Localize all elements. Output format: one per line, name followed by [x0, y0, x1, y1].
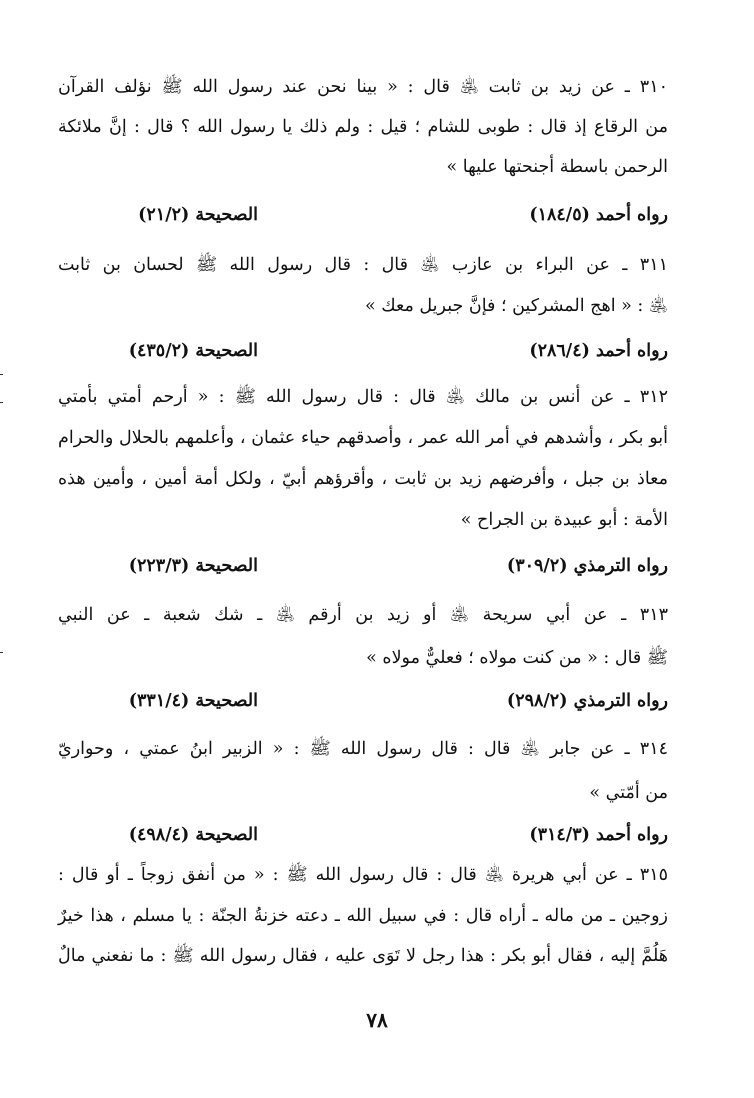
- margin-mark: [0, 402, 3, 403]
- sahiha-reference: الصحيحة (٤٣٥/٢): [128, 341, 258, 361]
- source-reference: رواه أحمد (١٨٤/٥): [529, 205, 668, 225]
- source-reference: رواه أحمد (٣١٤/٣): [529, 825, 668, 845]
- sahiha-reference: الصحيحة (٢٢٣/٣): [128, 556, 258, 576]
- hadith-312-line-3: معاذ بن جبل ، وأفرضهم زيد بن ثابت ، وأقرؤهم أبيّ ، ولكل أمة أمين ، وأمين هذه: [58, 469, 668, 489]
- sahiha-reference: الصحيحة (٣٣١/٤): [128, 691, 258, 711]
- margin-mark: [0, 652, 3, 653]
- hadith-311-line-1: ٣١١ ـ عن البراء بن عازب ﵁ قال : قال رسول الله ﷺ لحسان بن ثابت: [58, 255, 668, 275]
- sahiha-reference: الصحيحة (٤٩٨/٤): [128, 825, 258, 845]
- hadith-315-line-2: زوجين ـ من ماله ـ أراه قال : في سبيل الله ـ دعته خزنةُ الجنّة : يا مسلم ، هذا خيرٌ: [58, 906, 668, 926]
- hadith-312-citation: [58, 551, 668, 581]
- hadith-315-line-3: هَلُمَّ إليه ، فقال أبو بكر : هذا رجل لا تَوَى عليه ، فقال رسول الله ﷺ : ما نفعني مالٌ: [58, 946, 668, 966]
- hadith-311-line-2: ﵁ : « اهج المشركين ؛ فإنَّ جبريل معك »: [365, 296, 668, 316]
- hadith-313-line-1: ٣١٣ ـ عن أبي سريحة ﵁ أو زيد بن أرقم ﵁ ـ شك شعبة ـ عن النبي: [58, 605, 668, 625]
- source-reference: رواه أحمد (٢٨٦/٤): [529, 341, 668, 361]
- sahiha-reference: الصحيحة (٢١/٢): [138, 205, 258, 225]
- source-reference: رواه الترمذي (٢٩٨/٢): [506, 691, 668, 711]
- hadith-311-citation: [58, 336, 668, 366]
- margin-mark: [0, 374, 3, 375]
- source-reference: رواه الترمذي (٣٠٩/٢): [506, 556, 668, 576]
- hadith-310-citation: [58, 200, 668, 230]
- hadith-314-citation: [58, 820, 668, 850]
- hadith-310-line-3: الرحمن باسطة أجنحتها عليها »: [446, 157, 668, 177]
- hadith-310-line-1: ٣١٠ ـ عن زيد بن ثابت ﵁ قال : « بينا نحن عند رسول الله ﷺ نؤلف القرآن: [58, 77, 668, 97]
- hadith-315-line-1: ٣١٥ ـ عن أبي هريرة ﵁ قال : قال رسول الله ﷺ : « من أنفق زوجاً ـ أو قال :: [58, 865, 668, 885]
- hadith-312-line-2: أبو بكر ، وأشدهم في أمر الله عمر ، وأصدقهم حياء عثمان ، وأعلمهم بالحلال والحرام: [58, 428, 668, 448]
- hadith-313-citation: [58, 686, 668, 716]
- hadith-310-line-2: من الرقاع إذ قال : طوبى للشام ؛ قيل : ولم ذلك يا رسول الله ؟ قال : إنَّ ملائكة: [58, 117, 668, 137]
- hadith-314-line-2: من أمّتي »: [589, 783, 668, 803]
- page-number: ٧٨: [366, 1008, 388, 1032]
- hadith-312-line-4: الأمة : أبو عبيدة بن الجراح »: [460, 510, 668, 530]
- hadith-313-line-2: ﷺ قال : « من كنت مولاه ؛ فعليٌّ مولاه »: [366, 648, 668, 668]
- hadith-314-line-1: ٣١٤ ـ عن جابر ﵁ قال : قال رسول الله ﷺ : « الزبير ابنُ عمتي ، وحواريّ: [58, 739, 668, 759]
- hadith-312-line-1: ٣١٢ ـ عن أنس بن مالك ﵁ قال : قال رسول الله ﷺ : « أرحم أمتي بأمتي: [58, 387, 668, 407]
